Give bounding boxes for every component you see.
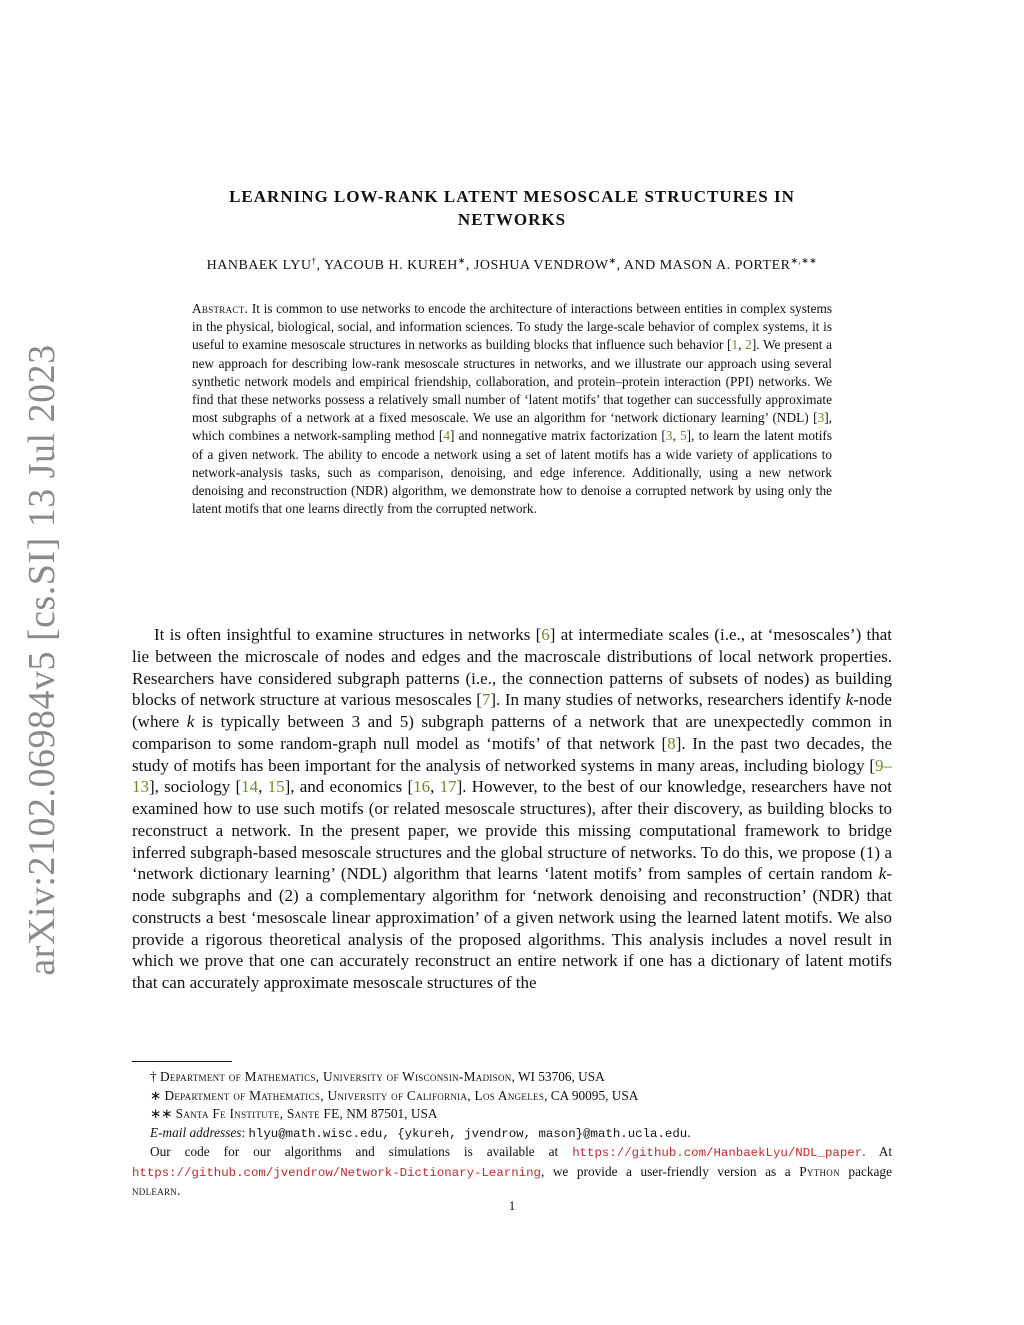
author-kureh: , YACOUB H. KUREH (316, 258, 458, 273)
affiliation-name: Department of Mathematics, University of Wisconsin-Madison (159, 1069, 512, 1084)
footnote-affiliation-ucla (132, 1087, 892, 1106)
citation-link[interactable]: 2 (745, 337, 752, 353)
email-end: . (687, 1124, 691, 1140)
affiliation-mark: ∗ (457, 255, 466, 266)
math-variable: k (186, 712, 195, 731)
body-text: It is often insightful to examine structures in networks [ (154, 625, 542, 644)
abstract (192, 300, 832, 518)
paper-title (132, 185, 892, 231)
affiliation-name: Department of Mathematics, University of California, Los Angeles (164, 1087, 545, 1103)
title-line-2: NETWORKS (457, 210, 567, 229)
body-text: -node (where (132, 690, 892, 731)
abstract-text: ] and nonnegative matrix factorization [ (449, 428, 666, 444)
body-text: , (258, 777, 268, 797)
intro-paragraph (132, 624, 892, 994)
footnote-affiliation-wisc (132, 1068, 892, 1087)
abstract-text: ], to learn the latent motifs of a given network. The ability to encode a network using a set of latent motifs has a wide variety of applications to network-analysis tasks, such as comparison, denoising, and edge inference. Additionally, using a new network denoising and reconstruction (NDR) algorithm, we demonstrate how to denoise a corrupted network by using only the latent motifs that one learns directly from the corrupted network. (192, 428, 832, 517)
affiliation-mark: ∗ (608, 255, 617, 266)
abstract-text: , (672, 428, 680, 444)
affiliation-mark: † (311, 255, 317, 266)
footnote-mark: † (150, 1069, 157, 1084)
math-variable: k (845, 690, 854, 710)
body-text: ], sociology [ (149, 777, 242, 797)
author-lyu: HANBAEK LYU (206, 258, 312, 273)
footnote-rule (132, 1061, 232, 1062)
body-text: ]. In many studies of networks, researchers identify (490, 690, 846, 710)
github-link-ndl-package[interactable]: https://github.com/jvendrow/Network-Dictionary-Learning (132, 1165, 541, 1180)
citation-link[interactable]: 14 (241, 777, 259, 797)
footnote-code-availability (132, 1143, 892, 1201)
citation-link[interactable]: 3 (665, 428, 673, 444)
footnote-emails (132, 1124, 892, 1144)
affiliation-location: , CA 90095, USA (544, 1087, 639, 1103)
author-list (132, 255, 892, 274)
citation-link[interactable]: 17 (439, 777, 457, 797)
body-text: ]. However, to the best of our knowledge, researchers have not examined how to use such motifs (or related mesoscale structures), after their discovery, as building blocks to reconstruct a network. In the present paper, we provide this missing computational framework to bridge inferred subgraph-based mesoscale structures and the global structure of networks. To do this, we propose (1) a ‘network dictionary learning’ (NDL) algorithm that learns ‘latent motifs’ from samples of certain random (132, 777, 892, 884)
page-number: 1 (508, 1198, 516, 1213)
citation-link[interactable]: 15 (267, 777, 285, 797)
footnote-mark: ∗ (150, 1087, 162, 1103)
body-text: ], and economics [ (284, 777, 414, 797)
author-vendrow: , JOSHUA VENDROW (465, 258, 609, 273)
affiliation-location: , NM 87501, USA (339, 1106, 438, 1121)
python-label: Python (799, 1163, 840, 1179)
email-separator: : (241, 1124, 249, 1140)
affiliation-mark: ∗,∗∗ (790, 255, 818, 266)
abstract-label: Abstract. (192, 301, 249, 316)
affiliation-name: Santa Fe Institute, Sante FE (175, 1106, 340, 1121)
footnote-affiliation-sfi (132, 1105, 892, 1124)
body-text: , (430, 777, 440, 797)
citation-link[interactable]: 4 (443, 428, 450, 444)
footnote-text: , we provide a user-friendly version as a (540, 1163, 800, 1179)
citation-link[interactable]: 9–13 (132, 755, 892, 797)
email-addresses[interactable]: hlyu@math.wisc.edu, {ykureh, jvendrow, mason}@math.ucla.edu (248, 1126, 688, 1141)
arxiv-identifier: arXiv:2102.06984v5 [cs.SI] 13 Jul 2023 (21, 344, 63, 976)
title-line-1: LEARNING LOW-RANK LATENT MESOSCALE STRUCTURES IN (229, 187, 795, 206)
math-variable: k (878, 864, 887, 884)
body-text: ] at intermediate scales (i.e., at ‘mesoscales’) that lie between the microscale of nodes and edges and the macroscale distributions of local network properties. Researchers have considered subgraph patterns (i.e., the connection patterns of subsets of nodes) as building blocks of network structure at various mesoscales [ (132, 625, 892, 710)
abstract-text: It is common to use networks to encode the architecture of interactions between entities in complex systems in the physical, biological, social, and information sciences. To study the large-scale behavior of complex systems, it is useful to examine mesoscale structures in networks as building blocks that influence such behavior [ (192, 301, 832, 353)
citation-link[interactable]: 3 (817, 410, 825, 426)
package-name: ndlearn (132, 1183, 178, 1198)
body-text: -node subgraphs and (2) a complementary algorithm for ‘network denoising and reconstruction’ (NDR) that constructs a best ‘mesoscale linear approximation’ of a given network using the learned latent motifs. We also provide a rigorous theoretical analysis of the proposed algorithms. This analysis includes a novel result in which we prove that one can accurately reconstruct an entire network if one has a dictionary of latent motifs that can accurately approximate mesoscale structures of the (132, 864, 892, 992)
footnote-text: . At (862, 1144, 893, 1159)
email-label: E-mail addresses (150, 1124, 242, 1140)
abstract-text: ], which combines a network-sampling method [ (192, 410, 832, 444)
footnote-mark: ∗∗ (150, 1106, 173, 1121)
affiliation-location: , WI 53706, USA (511, 1069, 605, 1084)
citation-link[interactable]: 6 (541, 625, 550, 644)
github-link-ndl-paper[interactable]: https://github.com/HanbaekLyu/NDL_paper (572, 1146, 863, 1160)
body-text: is typically between 3 and 5) subgraph patterns of a network that are unexpectedly common in comparison to some random-graph null model as ‘motifs’ of that network [ (132, 712, 892, 753)
body-text: ]. In the past two decades, the study of motifs has been important for the analysis of networked systems in many areas, including biology [ (132, 733, 892, 775)
abstract-text: , (738, 337, 746, 353)
footnotes (132, 1068, 892, 1201)
citation-link[interactable]: 8 (667, 733, 676, 753)
citation-link[interactable]: 16 (413, 777, 431, 797)
citation-link[interactable]: 7 (481, 690, 491, 710)
citation-link[interactable]: 1 (731, 337, 739, 353)
footnote-text: package (839, 1163, 892, 1179)
footnote-text: . (177, 1183, 181, 1198)
abstract-text: ]. We present a new approach for describing low-rank mesoscale structures in networks, and we illustrate our approach using several synthetic network models and empirical friendship, collaboration, and protein–protein interaction (PPI) networks. We find that these networks possess a relatively small number of ‘latent motifs’ that together can successfully approximate most subgraphs of a network at a fixed mesoscale. We use an algorithm for ‘network dictionary learning’ (NDL) [ (192, 337, 833, 426)
citation-link[interactable]: 5 (680, 428, 687, 444)
author-porter: , AND MASON A. PORTER (616, 258, 791, 273)
footnote-text: Our code for our algorithms and simulations is available at (150, 1144, 573, 1159)
